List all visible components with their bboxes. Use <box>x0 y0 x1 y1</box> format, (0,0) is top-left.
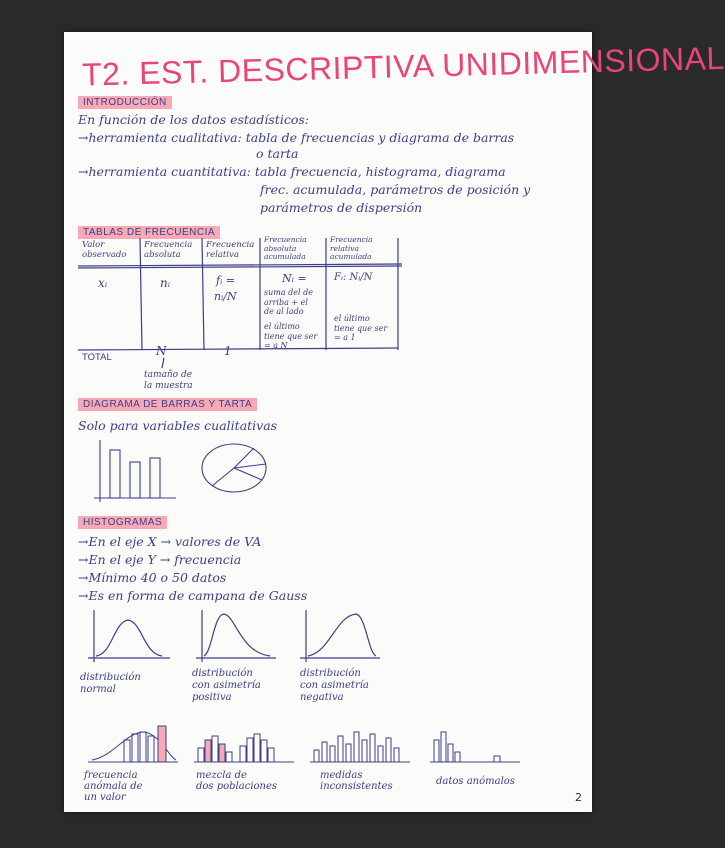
intro-heading: INTRODUCCIÓN <box>78 96 172 109</box>
histogram-types-sketch <box>64 32 725 812</box>
cell-Fi: Fᵢ: Nᵢ/N <box>334 272 373 283</box>
dist-negative-label: distribución con asimetría negativa <box>300 668 369 703</box>
tables-heading: TABLAS DE FRECUENCIA <box>78 226 220 239</box>
table-header-2: Frecuencia absoluta <box>144 240 193 260</box>
dist-normal-label: distribución normal <box>80 672 141 695</box>
cell-ni-n: nᵢ/N <box>214 290 237 303</box>
cell-ni: nᵢ <box>160 276 171 290</box>
hist-line-2: →En el eje Y → frecuencia <box>78 552 242 567</box>
table-header-4: Frecuencia absoluta acumulada <box>264 235 307 261</box>
cell-Ni: Nᵢ = <box>282 272 307 285</box>
intro-line-1: En función de los datos estadísticos: <box>78 112 309 127</box>
cell-Ni-note: suma del de arriba + el de al lado <box>264 288 313 316</box>
page-title: T2. EST. DESCRIPTIVA UNIDIMENSIONAL <box>81 39 725 93</box>
intro-line-3b: frec. acumulada, parámetros de posición y <box>260 182 531 197</box>
total-label: TOTAL <box>82 352 112 363</box>
cell-Fi-last: el último tiene que ser = a 1 <box>334 314 388 342</box>
intro-line-2: →herramienta cualitativa: tabla de frecuencias y diagrama de barras <box>78 130 515 145</box>
hist-line-1: →En el eje X → valores de VA <box>78 534 262 549</box>
outliers-label: datos anómalos <box>436 776 515 787</box>
mixture-label: mezcla de dos poblaciones <box>196 770 278 792</box>
table-header-1: Valor observado <box>82 240 127 260</box>
hist-line-4: →Es en forma de campana de Gauss <box>78 588 308 603</box>
notebook-page <box>64 32 725 812</box>
table-header-5: Frecuencia relativa acumulada <box>330 235 373 261</box>
hist-heading: HISTOGRAMAS <box>78 516 167 529</box>
dist-positive-label: distribución con asimetría positiva <box>192 668 261 703</box>
inconsistent-label: medidas inconsistentes <box>320 770 393 792</box>
cell-fi: fᵢ = <box>216 274 235 287</box>
intro-line-3c: parámetros de dispersión <box>260 200 423 215</box>
anomalous-frequency-label: frecuencia anómala de un valor <box>84 770 143 803</box>
table-header-3: Frecuencia relativa <box>206 240 255 260</box>
bars-line-1: Solo para variables cualitativas <box>78 418 278 433</box>
total-f: 1 <box>224 344 232 358</box>
intro-line-2b: o tarta <box>256 146 299 161</box>
cell-Ni-last: el último tiene que ser = a N <box>264 322 318 350</box>
page-number: 2 <box>575 791 582 804</box>
bars-heading: DIAGRAMA DE BARRAS Y TARTA <box>78 398 257 411</box>
intro-line-3: →herramienta cuantitativa: tabla frecuencia, histograma, diagrama <box>78 164 506 179</box>
hist-line-3: →Mínimo 40 o 50 datos <box>78 570 227 585</box>
sample-size-note: tamaño de la muestra <box>144 370 193 391</box>
total-n: N <box>156 344 167 358</box>
cell-xi: xᵢ <box>98 276 108 290</box>
